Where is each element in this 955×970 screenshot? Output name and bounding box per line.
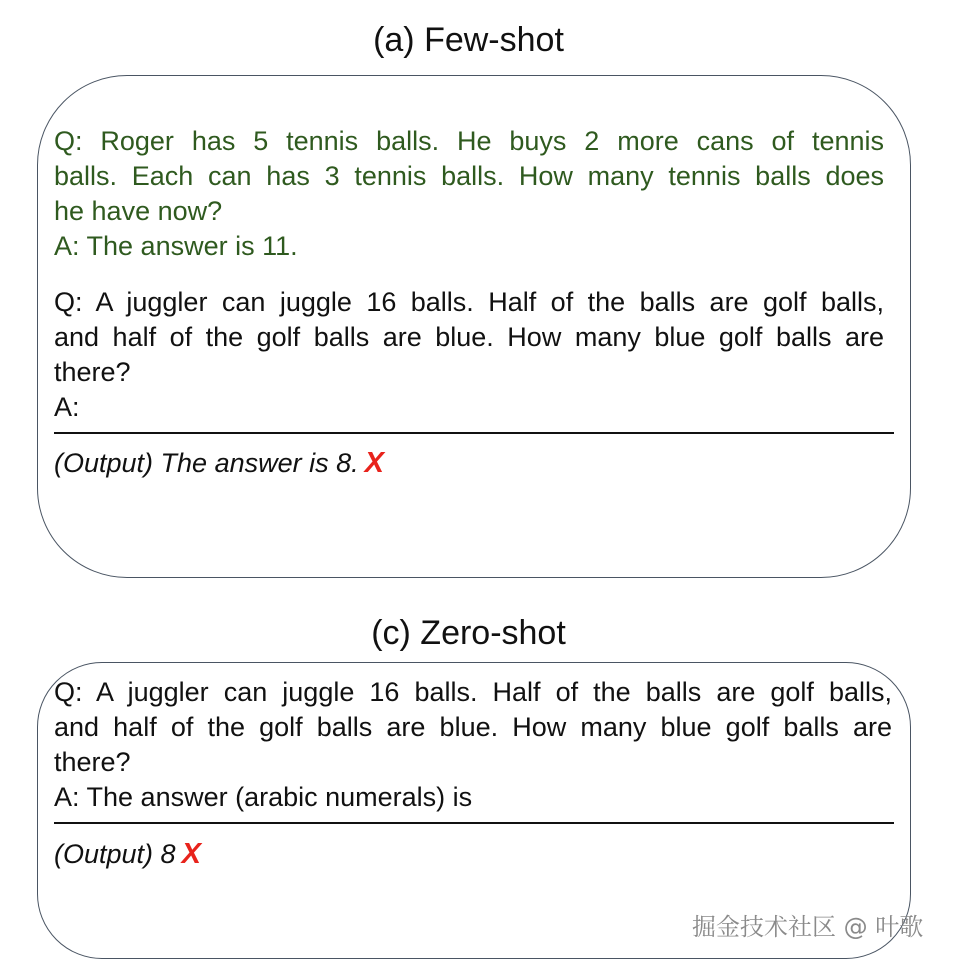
output-divider <box>54 822 894 824</box>
demo-answer: A: The answer is 11. <box>54 231 298 261</box>
query-line: and half of the golf balls are blue. How many blue golf balls are <box>54 322 884 352</box>
query-line: there? <box>54 357 131 387</box>
few-shot-query <box>54 285 884 425</box>
query-line: and half of the golf balls are blue. How many blue golf balls are <box>54 712 892 742</box>
zero-shot-query <box>54 675 892 815</box>
watermark: 掘金技术社区 @ 叶歌 <box>692 913 924 941</box>
demo-question-line: balls. Each can has 3 tennis balls. How many tennis balls does <box>54 161 884 191</box>
zero-shot-output <box>54 837 201 872</box>
query-answer-prompt: A: <box>54 392 80 422</box>
output-text: (Output) The answer is 8. <box>54 448 359 478</box>
few-shot-title: (a) Few-shot <box>373 21 564 59</box>
few-shot-panel <box>37 75 911 578</box>
output-divider <box>54 432 894 434</box>
query-line: there? <box>54 747 131 777</box>
few-shot-demonstration <box>54 124 884 264</box>
zero-shot-title: (c) Zero-shot <box>371 614 566 652</box>
wrong-cross-icon: X <box>181 838 201 870</box>
query-line: Q: A juggler can juggle 16 balls. Half of the balls are golf balls, <box>54 677 892 707</box>
demo-question-line: Q: Roger has 5 tennis balls. He buys 2 more cans of tennis <box>54 126 884 156</box>
few-shot-output <box>54 446 384 481</box>
query-line: Q: A juggler can juggle 16 balls. Half of the balls are golf balls, <box>54 287 884 317</box>
output-text: (Output) 8 <box>54 839 176 869</box>
demo-question-line: he have now? <box>54 196 223 226</box>
query-answer-prompt: A: The answer (arabic numerals) is <box>54 782 473 812</box>
wrong-cross-icon: X <box>364 447 384 479</box>
